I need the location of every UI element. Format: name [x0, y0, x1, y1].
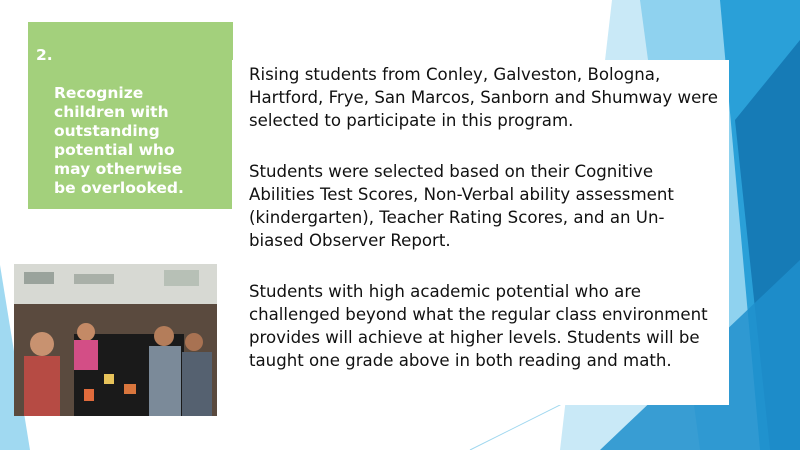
paragraph-selection-criteria: Students were selected based on their Cognitive Abilities Test Scores, Non-Verbal ability assessment (kindergarten), Teacher Rating Scores, and an Un-biased Observer Report. — [249, 162, 674, 250]
heading-box — [28, 22, 233, 209]
photo-illustration — [14, 264, 217, 416]
classroom-photo — [14, 264, 217, 416]
paragraph-selected-schools: Rising students from Conley, Galveston, Bologna, Hartford, Frye, San Marcos, Sanborn and Shumway were selected to participate in this program. — [249, 65, 718, 130]
heading-text: Recognize children with outstanding potential who may otherwise be overlooked. — [54, 84, 184, 197]
heading-number: 2. — [36, 46, 53, 64]
paragraph-program-goal: Students with high academic potential who are challenged beyond what the regular class environment provides will achieve at higher levels. Students will be taught one grade above in both reading and math. — [249, 282, 708, 370]
body-text-panel — [232, 60, 729, 405]
heading — [36, 46, 226, 198]
